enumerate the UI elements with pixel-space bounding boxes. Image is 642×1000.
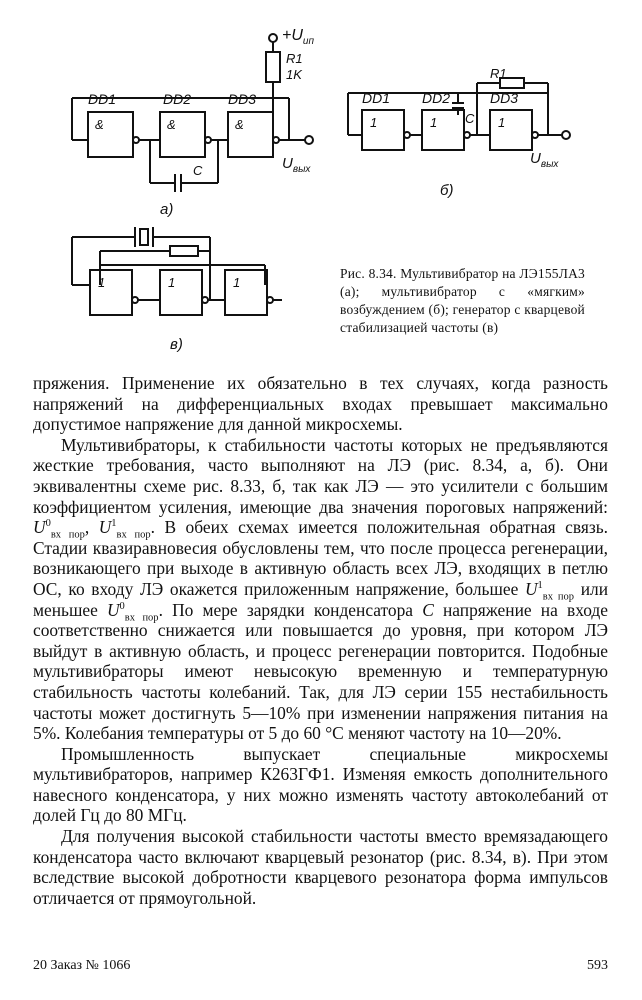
- output-label: $U_{вых}$: [282, 155, 311, 175]
- chip-label-dd1: DD1: [88, 91, 117, 107]
- paragraph-1: пряжения. Применение их обязательно в тех случаях, когда разность напряжений на дифференциальных входах превышает максимально допустимое напряжение для данной микросхемы.: [33, 373, 608, 435]
- paragraph-3: Промышленность выпускает специальные микросхемы мультивибраторов, например К263ГФ1. Изменяя емкость дополнительного навесного конденсатора, у них можно изменять частоту автоколебаний от долей Гц до 80 МГц.: [33, 743, 608, 826]
- resistor: [170, 246, 198, 256]
- output-label: $U_{вых}$: [530, 150, 559, 170]
- gate-2: [160, 270, 208, 315]
- resistor-label: R1: [490, 66, 507, 81]
- print-order-number: 20 Заказ № 1066: [33, 958, 131, 973]
- chip-label-dd2: DD2: [163, 91, 192, 107]
- paragraph-4: Для получения высокой стабильности частоты вместо времязадающего конденсатора часто включают кварцевый резонатор (рис. 8.34, в). При этом вследствие высокой добротности кварцевого резонатора форма импульсов отличается от прямоугольной.: [33, 826, 608, 908]
- svg-text:&: &: [235, 117, 244, 132]
- chip-label-dd3: DD3: [490, 90, 519, 106]
- panel-label-a: а): [160, 201, 174, 218]
- resistor-label: R1: [286, 51, 303, 66]
- svg-text:1: 1: [168, 275, 176, 290]
- svg-text:&: &: [167, 117, 176, 132]
- svg-text:1: 1: [370, 115, 378, 130]
- resistor-value: 1K: [286, 67, 302, 82]
- output-terminal: [562, 131, 570, 139]
- svg-text:1: 1: [98, 275, 106, 290]
- svg-text:1: 1: [498, 115, 506, 130]
- supply-label: $+U_{ип}$: [282, 27, 314, 47]
- capacitor-label: C: [465, 111, 475, 126]
- schematic-a: [60, 18, 330, 218]
- gate-1: [90, 270, 138, 315]
- output-terminal: [305, 136, 313, 144]
- svg-text:1: 1: [430, 115, 438, 130]
- gate-dd2: [160, 112, 211, 157]
- body-text: [33, 373, 608, 908]
- svg-text:&: &: [95, 117, 104, 132]
- supply-terminal: [269, 34, 277, 42]
- svg-text:1: 1: [233, 275, 241, 290]
- page-number: 593: [587, 958, 608, 973]
- figure-caption: Рис. 8.34. Мультивибратор на ЛЭ155ЛА3 (а); мультивибратор с «мягким» возбуждением (б); генератор с кварцевой стабилизацией частоты (в): [340, 266, 585, 335]
- schematic-c: [60, 215, 290, 355]
- resistor-r1: [266, 52, 280, 82]
- chip-label-dd3: DD3: [228, 91, 257, 107]
- gate-dd3: [490, 110, 538, 150]
- page-footer: [33, 958, 608, 974]
- chip-label-dd1: DD1: [362, 90, 391, 106]
- panel-label-b: б): [440, 182, 454, 199]
- chip-label-dd2: DD2: [422, 90, 451, 106]
- gate-dd1: [88, 112, 139, 157]
- paragraph-2: Мультивибраторы, к стабильности частоты которых не предъявляются жесткие требования, часто выполняют на ЛЭ (рис. 8.34, а, б). Они эквивалентны схеме рис. 8.33, б, так как ЛЭ — это усилители с большим коэффициентом усиления, имеющие два значения пороговых напряжений: $U^0_{вх пор}$, $U^1_{вх пор}$. В обеих схемах имеется положительная обратная связь. Стадии квазиравновесия обусловлены тем, что после процесса регенерации, возникающего при выходе в активную область всех ЛЭ, входящих в петлю ОС, ко входу ЛЭ окажется приложенным напряжение, большее $U^1_{вх пор}$ или меньшее $U^0_{вх пор}$. По мере зарядки конденсатора C напряжение на входе соответственно снижается или повышается до уровня, при котором ЛЭ выйдут в активную область, и процесс регенерации повторится. Подобные мультивибраторы имеют невысокую временную и температурную стабильность частоты колебаний. Так, для ЛЭ серии 155 нестабильность частоты может достигнуть 5—10% при изменении напряжения питания на 5%. Колебания температуры от 5 до 60 °С меняют частоту на 10—20%.: [33, 434, 609, 744]
- panel-label-c: в): [170, 336, 183, 353]
- gate-dd3: [228, 112, 279, 157]
- capacitor-label: C: [193, 163, 203, 178]
- gate-dd1: [362, 110, 410, 150]
- schematic-b: [340, 55, 580, 205]
- gate-dd2: [422, 110, 470, 150]
